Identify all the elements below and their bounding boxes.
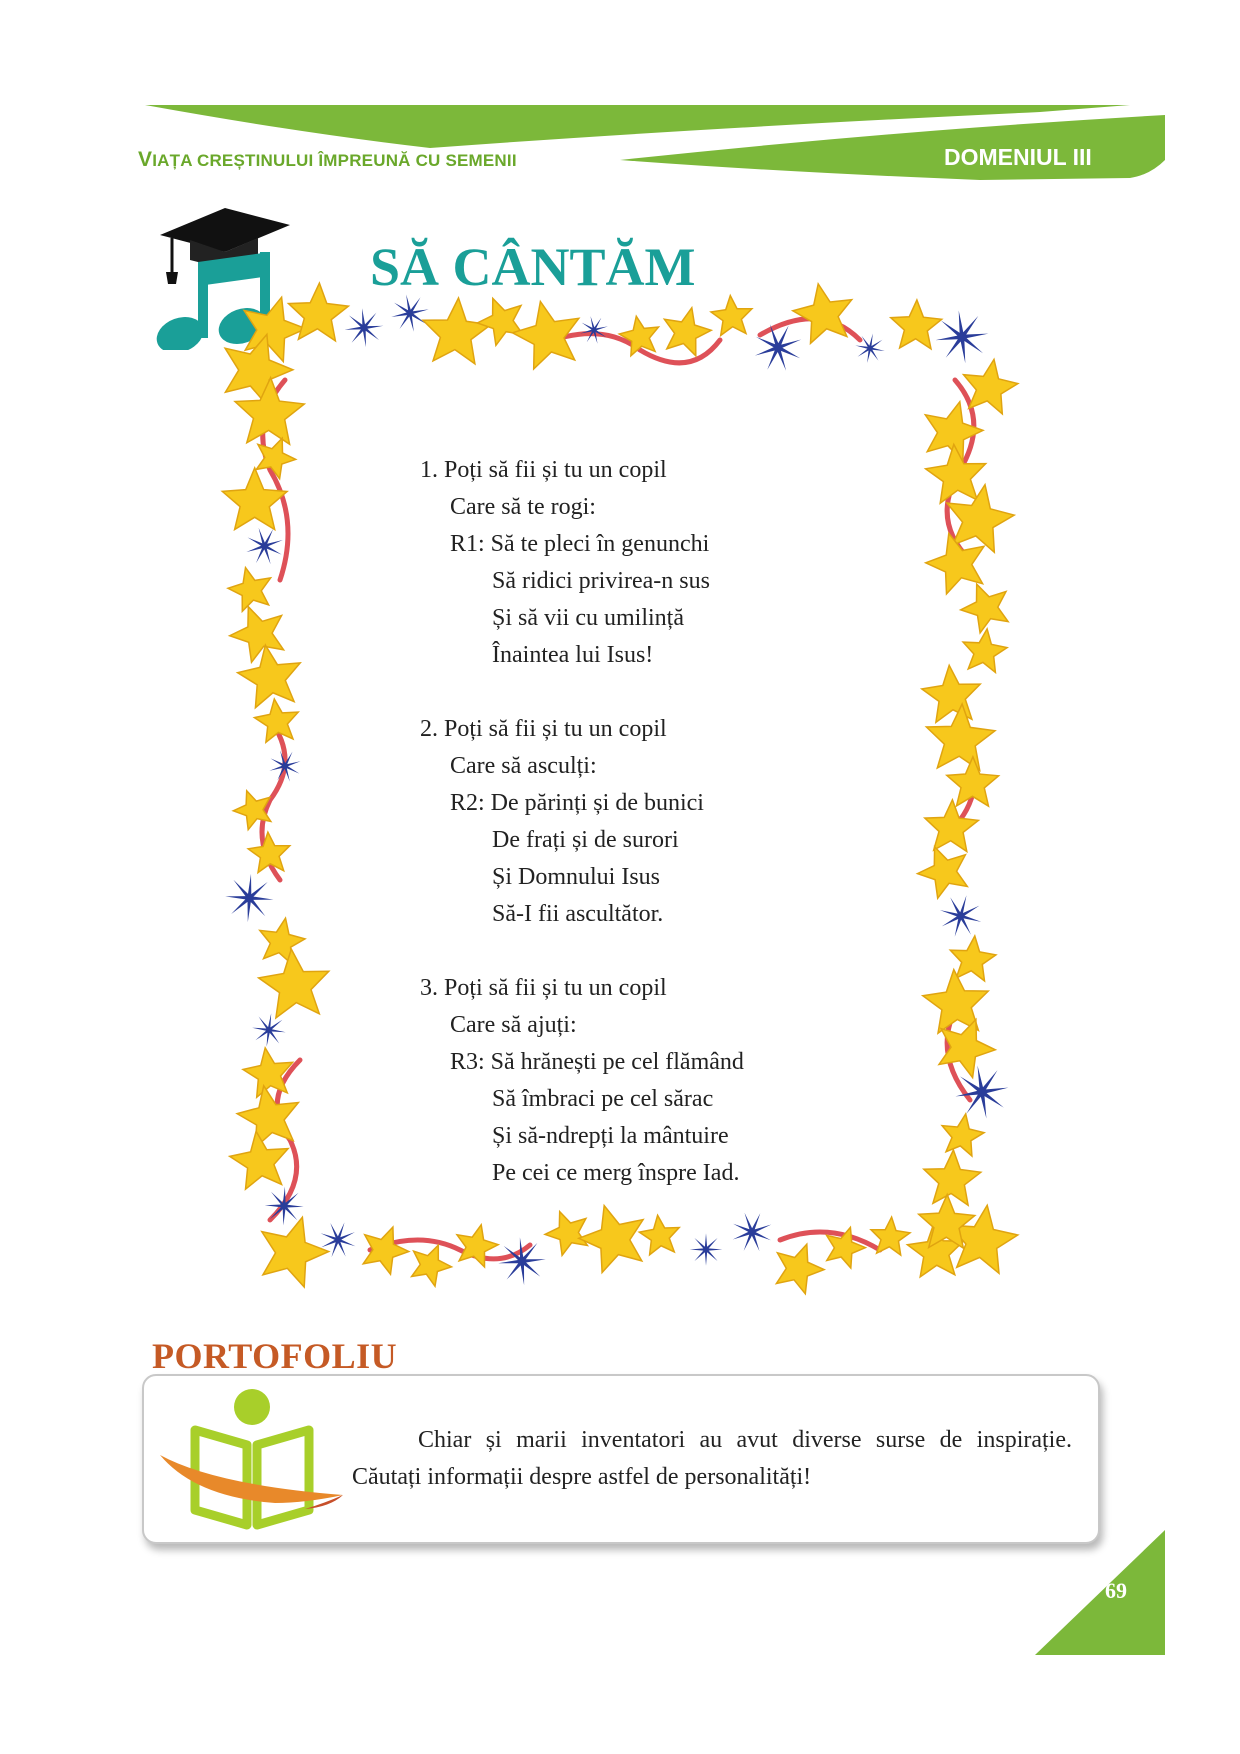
stanza-line: Care să te rogi: <box>450 494 596 520</box>
yellow-star-icon <box>776 1244 824 1294</box>
yellow-star-icon <box>947 485 1014 553</box>
yellow-star-icon <box>222 468 287 530</box>
yellow-star-icon <box>230 1131 288 1189</box>
yellow-star-icon <box>922 665 980 722</box>
yellow-star-icon <box>254 699 298 742</box>
yellow-star-icon <box>926 444 986 503</box>
header-domain-title: VIAȚA CREȘTINULUI ÎMPREUNĂ CU SEMENII <box>138 148 517 171</box>
refrain-line: Înaintea lui Isus! <box>492 642 654 668</box>
portfolio-text-line: Chiar și marii inventatori au avut diverse surse de inspirație. <box>418 1427 1072 1453</box>
yellow-star-icon <box>664 308 711 356</box>
refrain-line: Să îmbraci pe cel sărac <box>492 1086 714 1112</box>
portfolio-text-line: Căutați informații despre astfel de personalități! <box>352 1464 812 1490</box>
blue-sparkle-icon <box>690 1233 723 1266</box>
refrain-line: Pe cei ce merg înspre Iad. <box>492 1160 740 1186</box>
blue-sparkle-icon <box>345 308 384 347</box>
yellow-star-icon <box>579 1206 643 1273</box>
blue-sparkle-icon <box>940 895 981 936</box>
yellow-star-icon <box>243 1048 293 1097</box>
yellow-star-icon <box>238 645 301 708</box>
yellow-star-icon <box>793 284 852 343</box>
yellow-star-icon <box>891 300 942 349</box>
stanza-line: 2. Poți să fii și tu un copil <box>420 716 667 742</box>
yellow-star-icon <box>926 533 984 594</box>
yellow-star-icon <box>924 1150 981 1205</box>
portfolio-text <box>352 1422 1072 1496</box>
blue-sparkle-icon <box>252 1013 286 1047</box>
page-number: 69 <box>1105 1578 1127 1603</box>
book-reader-icon <box>155 1385 345 1535</box>
page-title: SĂ CÂNTĂM <box>370 237 696 297</box>
stanza-line: Care să ajuți: <box>450 1012 577 1038</box>
blue-sparkle-icon <box>580 316 608 344</box>
stanza-2 <box>420 711 800 933</box>
page-corner <box>1030 1525 1170 1660</box>
refrain-line: Să-I fii ascultător. <box>492 901 664 927</box>
yellow-star-icon <box>950 936 996 981</box>
yellow-star-icon <box>963 629 1007 673</box>
yellow-star-icon <box>228 568 271 612</box>
yellow-star-icon <box>639 1215 679 1255</box>
refrain-line: Să ridici privirea-n sus <box>492 568 710 594</box>
refrain-line: R3: Să hrănești pe cel flămând <box>450 1049 744 1075</box>
refrain-line: Și Domnului Isus <box>492 864 661 890</box>
stanza-3 <box>420 970 800 1192</box>
song-lyrics <box>420 452 800 1192</box>
yellow-star-icon <box>964 359 1018 414</box>
yellow-star-icon <box>942 1114 984 1156</box>
yellow-star-icon <box>412 1245 452 1286</box>
stanza-line: Care să asculți: <box>450 753 597 779</box>
yellow-star-icon <box>237 1086 298 1148</box>
stanza-line: 1. Poți să fii și tu un copil <box>420 457 667 483</box>
refrain-line: R2: De părinți și de bunici <box>450 790 704 816</box>
refrain-line: Și să vii cu umilință <box>492 605 684 631</box>
yellow-star-icon <box>961 584 1008 633</box>
yellow-star-icon <box>923 970 988 1034</box>
portfolio-title: PORTOFOLIU <box>152 1336 398 1376</box>
blue-sparkle-icon <box>733 1213 772 1252</box>
yellow-star-icon <box>260 918 305 964</box>
stanza-line: 3. Poți să fii și tu un copil <box>420 975 667 1001</box>
blue-sparkle-icon <box>391 295 428 332</box>
yellow-star-icon <box>423 298 491 364</box>
yellow-star-icon <box>918 847 968 898</box>
header-domain-number: DOMENIUL III <box>944 144 1092 170</box>
yellow-star-icon <box>230 607 284 663</box>
blue-sparkle-icon <box>246 528 282 564</box>
yellow-star-icon <box>545 1212 587 1256</box>
refrain-line: De frați și de surori <box>492 827 679 853</box>
blue-sparkle-icon <box>225 874 273 922</box>
blue-sparkle-icon <box>498 1237 546 1285</box>
blue-sparkle-icon <box>936 311 989 364</box>
yellow-star-icon <box>477 298 523 345</box>
stanza-1 <box>420 452 800 674</box>
yellow-star-icon <box>262 1217 329 1287</box>
refrain-line: Și să-ndrepți la mântuire <box>492 1123 729 1149</box>
yellow-star-icon <box>259 949 329 1018</box>
yellow-star-icon <box>711 296 752 336</box>
refrain-line: R1: Să te pleci în genunchi <box>450 531 710 557</box>
